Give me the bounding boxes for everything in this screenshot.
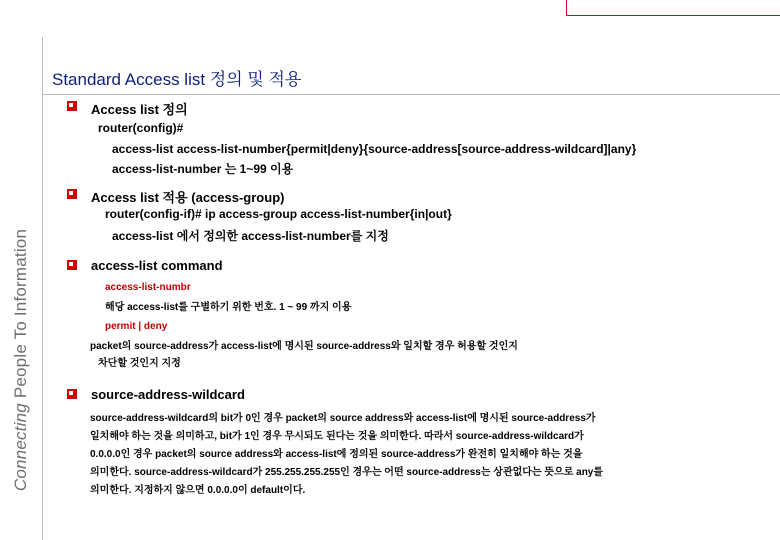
term-label: permit | deny (105, 321, 168, 332)
term-label: access-list-numbr (105, 282, 191, 293)
section-line: access-list-number 는 1~99 이용 (112, 162, 294, 176)
section-line: 차단할 것인지 지정 (98, 358, 181, 369)
section-line: packet의 source-address가 access-list에 명시된 source-address와 일치할 경우 허용할 것인지 (90, 341, 518, 352)
sidebar-slogan-text: People To Information (11, 228, 30, 399)
title-divider (42, 94, 780, 95)
section-heading: access-list command (91, 258, 223, 273)
section-line: 의미한다. 지정하지 않으면 0.0.0.0이 default이다. (90, 485, 306, 496)
section-line: access-list 에서 정의한 access-list-number를 지정 (112, 229, 389, 243)
section-line: 의미한다. source-address-wildcard가 255.255.255.255인 경우는 어떤 source-address는 상관없다는 뜻으로 any를 (90, 467, 604, 478)
section-line: router(config)# (98, 121, 184, 135)
header-accent-frame (566, 0, 780, 16)
section-heading: source-address-wildcard (91, 387, 245, 402)
section-line: access-list access-list-number{permit|deny}{source-address[source-address-wildcard]|any} (112, 142, 637, 156)
section-line: 해당 access-list를 구별하기 위한 번호. 1 ~ 99 까지 이용 (105, 302, 352, 313)
vertical-divider (42, 37, 43, 540)
bullet-icon (67, 260, 77, 270)
section-line: router(config-if)# ip access-group access-list-number{in|out} (105, 207, 452, 221)
bullet-icon (67, 189, 77, 199)
page-title: Standard Access list 정의 및 적용 (52, 70, 302, 89)
section-line: 0.0.0.0인 경우 packet의 source address와 access-list에 정의된 source-address가 완전히 일치해야 하는 것을 (90, 449, 583, 460)
section-line: 일치해야 하는 것을 의미하고, bit가 1인 경우 무시되도 된다는 것을 의미한다. 따라서 source-address-wildcard가 (90, 431, 584, 442)
section-heading: Access list 정의 (91, 102, 188, 117)
sidebar-slogan-prefix: Connecting (11, 403, 30, 492)
bullet-icon (67, 101, 77, 111)
section-heading: Access list 적용 (access-group) (91, 190, 285, 205)
sidebar-slogan (11, 229, 31, 491)
bullet-icon (67, 389, 77, 399)
sidebar-banner (4, 190, 38, 530)
section-line: source-address-wildcard의 bit가 0인 경우 packet의 source address와 access-list에 명시된 source-address가 (90, 413, 596, 424)
